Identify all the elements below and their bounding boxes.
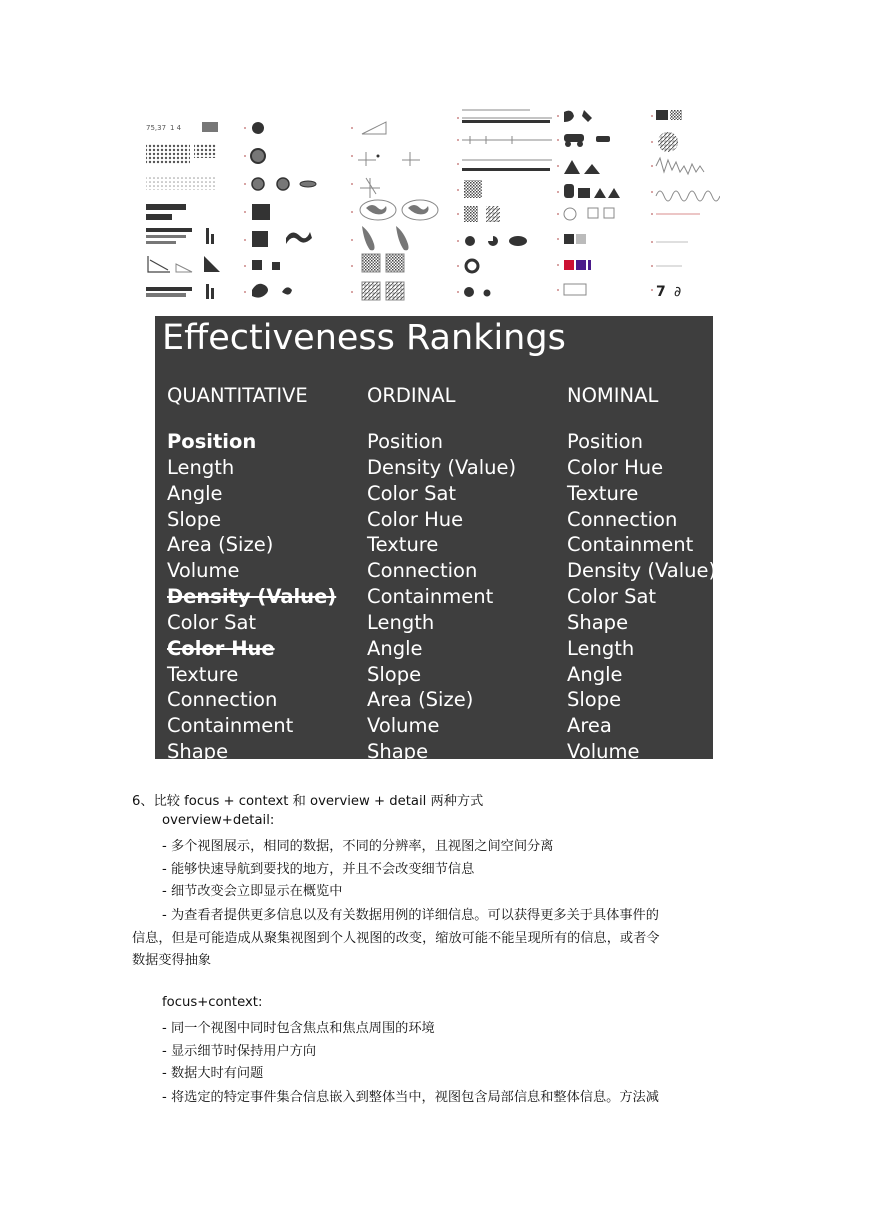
channel-col-6 [656,110,720,300]
ranking-item: Slope [367,662,422,686]
ranking-item: Color Hue [567,455,664,479]
ranking-item: Color Sat [367,481,457,505]
marks-text: 75,37 [146,124,167,132]
svg-text:7: 7 [656,284,666,300]
ranking-item: Position [567,430,643,453]
effectiveness-rankings-panel [155,316,717,764]
list-item-continuation: 数据变得抽象 [132,953,212,968]
ranking-item: Length [367,610,435,634]
rankings-column-header: QUANTITATIVE [167,384,308,407]
svg-text:∂: ∂ [674,284,682,300]
ranking-item: Density (Value) [367,455,517,479]
channel-col-5 [564,110,620,295]
rankings-title: Effectiveness Rankings [162,318,566,358]
channel-col-2 [251,122,316,298]
section-heading: 6、比较 focus + context 和 overview + detail 两种方式 [132,794,484,809]
rankings-list [567,429,716,765]
ranking-item: Connection [367,559,478,583]
ranking-item: Density (Value) [167,585,337,609]
channel-col-4 [462,110,552,297]
ranking-item: Shape [167,740,229,764]
ranking-item: Texture [367,533,439,557]
ranking-item: Slope [567,688,622,712]
ranking-item: Position [167,430,257,453]
list-item: - 显示细节时保持用户方向 [162,1044,317,1059]
ranking-item: Connection [167,688,278,712]
channels-illustration [140,104,720,304]
ranking-item: Position [367,430,443,453]
ranking-item: Shape [567,610,629,634]
ranking-item: Density (Value) [567,559,717,583]
visual-channels-figure [140,104,720,304]
globe-icons [360,200,438,220]
ranking-item: Color Hue [367,507,464,531]
ranking-item: Texture [567,481,639,505]
ranking-item: Containment [567,533,694,557]
ranking-item: Volume [167,559,240,583]
rankings-column-ordinal [367,381,516,765]
ranking-item: Angle [367,636,423,660]
ranking-item: Area (Size) [367,688,474,712]
ranking-item: Length [167,455,235,479]
ranking-item: Area [567,714,612,738]
channel-col-1 [146,122,220,299]
list-item: - 将选定的特定事件集合信息嵌入到整体当中，视图包含局部信息和整体信息。方法减 [162,1090,659,1105]
rankings-column-nominal [567,381,716,765]
rankings-column-quantitative [167,381,336,765]
list-item: - 同一个视图中同时包含焦点和焦点周围的环境 [162,1021,435,1036]
list-item: - 为查看者提供更多信息以及有关数据用例的详细信息。可以获得更多关于具体事件的 [162,908,659,923]
list-item-continuation: 信息，但是可能造成从聚集视图到个人视图的改变，缩放可能不能呈现所有的信息，或者令 [132,931,660,946]
ranking-item: Angle [167,481,223,505]
overview-detail-label: overview+detail: [162,813,275,828]
list-item: - 细节改变会立即显示在概览中 [162,884,343,899]
ranking-item: Color Hue [167,636,275,660]
ranking-item: Texture [167,662,239,686]
ranking-item: Angle [567,662,623,686]
list-item: - 能够快速导航到要找的地方，并且不会改变细节信息 [162,862,475,877]
marks-text-2: 1 4 [170,124,182,132]
ranking-item: Slope [167,507,222,531]
ranking-item: Containment [167,714,294,738]
ranking-item: Volume [367,714,440,738]
ranking-item: Length [567,636,635,660]
ranking-item: Containment [367,585,494,609]
ranking-item: Volume [567,740,640,764]
focus-context-label: focus+context: [162,995,263,1010]
rankings-list [167,429,336,765]
list-item: - 多个视图展示，相同的数据，不同的分辨率，且视图之间空间分离 [162,839,554,854]
rankings-column-header: ORDINAL [367,384,456,407]
list-item: - 数据大时有问题 [162,1066,264,1081]
ranking-item: Area (Size) [167,533,274,557]
rankings-list [367,429,516,765]
rankings-column-header: NOMINAL [567,384,659,407]
ranking-item: Connection [567,507,678,531]
ranking-item: Color Sat [567,585,657,609]
ranking-item: Shape [367,740,429,764]
channel-col-3 [358,122,438,300]
ranking-item: Color Sat [167,610,257,634]
